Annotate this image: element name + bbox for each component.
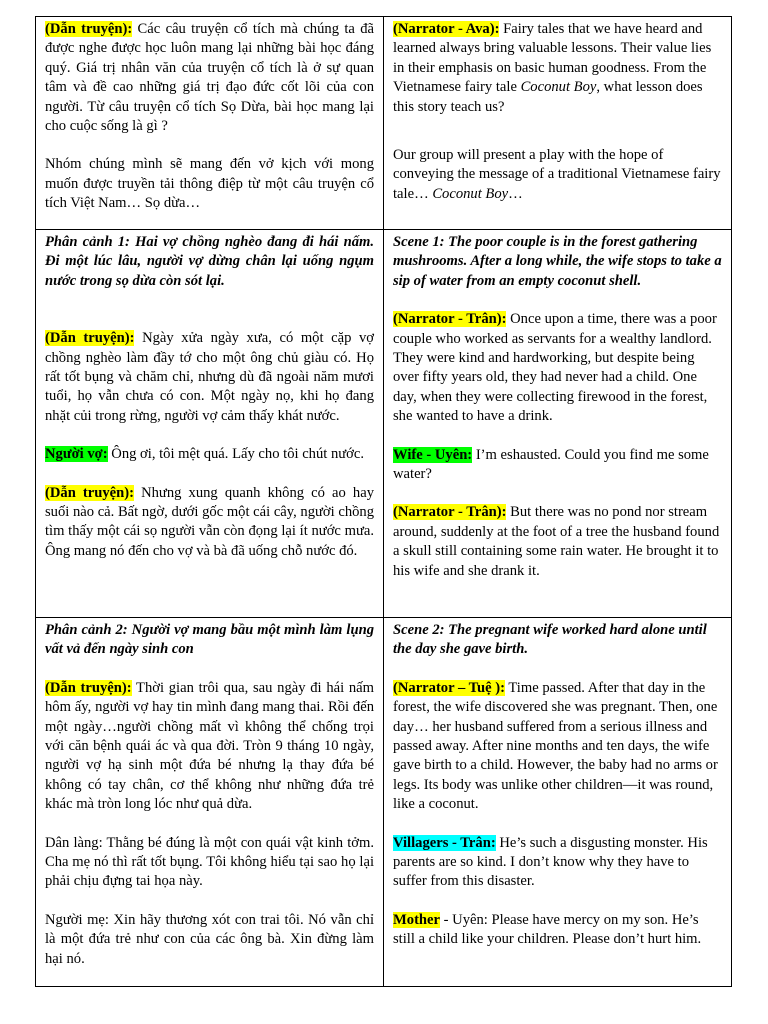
dialogue-text: Các câu truyện cổ tích mà chúng ta đã được nghe được học luôn mang lại những bài học đáng quý. Giá trị nhân văn của truyện cổ tích là ở sự quan tâm và đề cao những giá trị đạo đức cốt lõi của con người. Từ câu truyện cổ tích Sọ Dừa, bài học mang lại cho cuộc sống là gì ?	[45, 21, 374, 135]
line-wife	[45, 445, 374, 464]
dialogue-text: , what lesson does this story teach us?	[393, 79, 703, 115]
speaker-label: Mother	[393, 911, 441, 928]
dialogue-text: …	[508, 185, 523, 202]
speaker-label: (Narrator – Tuệ ):	[393, 679, 506, 696]
dialogue-text: He’s such a disgusting monster. His parents are so kind. I don’t know why they have to suffer from this disaster.	[393, 834, 708, 890]
line-narrator	[45, 484, 374, 562]
dialogue-text: Nhưng xung quanh không có ao hay suối nào cả. Bất ngờ, dưới gốc một cái cây, người chồng tìm thấy một cái sọ người vẫn còn đọng lại ít nước mưa. Ông mang nó đến cho vợ và bà đã uống chỗ nước đó.	[45, 484, 375, 559]
line-villagers: Dân làng: Thằng bé đúng là một con quái vật kinh tởm. Cha mẹ nó thì rất tốt bụng. Tôi không hiểu tại sao họ lại phải chịu đựng tai họa này.	[45, 834, 374, 890]
dialogue-text: Ông ơi, tôi mệt quá. Lấy cho tôi chút nước.	[107, 446, 365, 463]
line-narrator	[45, 679, 374, 815]
cell-english-scene-2	[384, 618, 732, 987]
line-narrator	[45, 329, 374, 426]
dialogue-text: Our group will present a play with the hope of conveying the message of a traditional Vietnamese fairy tale…	[393, 147, 721, 202]
dialogue-text: - Uyên	[440, 911, 484, 928]
paragraph-group-en	[393, 146, 722, 204]
line-narrator	[393, 310, 722, 426]
script-table	[35, 16, 732, 987]
story-title: Coconut Boy	[520, 79, 597, 96]
cell-english-scene-1	[384, 230, 732, 618]
speaker-label: (Dẫn truyện):	[45, 484, 134, 501]
dialogue-text: But there was no pond nor stream around, suddenly at the foot of a tree the husband found a skull still containing some rain water. He brought it to his wife and she drank it.	[393, 504, 720, 579]
dialogue-text: Once upon a time, there was a poor couple who worked as servants for a wealthy landlord. They were kind and hardworking, but despite being over fifty years old, they had never had a child. One day, when they were collecting firewood in the forest, she wanted to have a drink.	[393, 311, 717, 425]
dialogue-text: Ngày xửa ngày xưa, có một cặp vợ chồng nghèo làm đầy tớ cho một ông chủ giàu có. Họ rất tốt bụng và chăm chỉ, nhưng dù đã ngoài năm mươi tuổi, họ vẫn chưa có con. Một ngày nọ, khi họ đang nhặt củi trong rừng, người vợ cảm thấy khát nước.	[45, 330, 374, 424]
paragraph-group-vi: Nhóm chúng mình sẽ mang đến vở kịch với mong muốn được truyền tải thông điệp từ một câu truyện cổ tích Việt Nam… Sọ dừa…	[45, 156, 374, 212]
story-title: Coconut Boy	[432, 185, 509, 202]
paragraph-intro-vi	[45, 20, 374, 136]
paragraph-intro-en	[393, 20, 722, 117]
dialogue-text: Fairy tales that we have heard and learned always bring valuable lessons. Their value lies in their emphasis on basic human goodness. From the Vietnamese fairy tale	[393, 21, 712, 96]
scene-heading: Phân cảnh 2: Người vợ mang bầu một mình làm lụng vất vả đến ngày sinh con	[45, 622, 374, 658]
line-narrator	[393, 679, 722, 815]
cell-vietnamese-scene-1	[36, 230, 384, 618]
speaker-label: (Dẫn truyện):	[45, 330, 135, 347]
speaker-label: Người vợ:	[45, 446, 108, 463]
line-villagers	[393, 834, 722, 892]
table-row-intro	[36, 17, 732, 230]
scene-heading: Scene 1: The poor couple is in the forest gathering mushrooms. After a long while, the wife stops to take a sip of water from an empty coconut shell.	[393, 234, 722, 289]
speaker-label: Villagers - Trân:	[393, 834, 496, 851]
speaker-label: (Dẫn truyện):	[45, 21, 133, 37]
speaker-label: (Narrator - Trân):	[393, 504, 507, 521]
line-mother: Người mẹ: Xin hãy thương xót con trai tôi. Nó vẫn chỉ là một đứa trẻ như con của các ông bà. Xin đừng làm hại nó.	[45, 911, 374, 967]
line-mother	[393, 911, 722, 950]
speaker-label: Wife - Uyên:	[393, 446, 473, 463]
cell-vietnamese-intro	[36, 17, 384, 230]
speaker-label: (Narrator - Ava):	[393, 21, 500, 37]
table-row-scene-2	[36, 618, 732, 987]
speaker-label: (Dẫn truyện):	[45, 679, 132, 696]
scene-heading: Phân cảnh 1: Hai vợ chồng nghèo đang đi hái nấm. Đi một lúc lâu, người vợ dừng chân lại uống ngụm nước trong sọ dừa còn sót lại.	[45, 234, 374, 289]
dialogue-text: : Please have mercy on my son. He’s still a child like your children. Please don’t hurt him.	[393, 911, 702, 948]
dialogue-text: I’m eshausted. Could you find me some water?	[393, 446, 709, 483]
speaker-label: (Narrator - Trân):	[393, 311, 507, 328]
dialogue-text: Time passed. After that day in the forest, the wife discovered she was pregnant. Then, one day… her husband suffered from a serious illness and passed away. After nine months and ten days, the wife gave birth to a child. However, the baby had no arms or legs. Its body was unlike other children—it was round, like a coconut.	[393, 679, 718, 813]
cell-english-intro	[384, 17, 732, 230]
line-wife	[393, 446, 722, 485]
dialogue-text: Thời gian trôi qua, sau ngày đi hái nấm hôm ấy, người vợ hay tin mình đang mang thai. Rồi đến một ngày…người chồng mất vì không thể chống trọi với căn bệnh quái ác và qua đời. Tròn 9 tháng 10 ngày, người vợ hạ sinh một đứa bé nhưng lạ thay đứa bé không có tay chân, cơ thể không như những đứa trẻ khác mà tròn long lóc như quả dừa.	[45, 679, 374, 813]
scene-heading: Scene 2: The pregnant wife worked hard alone until the day she gave birth.	[393, 622, 707, 658]
table-row-scene-1	[36, 230, 732, 618]
line-narrator	[393, 503, 722, 581]
cell-vietnamese-scene-2	[36, 618, 384, 987]
